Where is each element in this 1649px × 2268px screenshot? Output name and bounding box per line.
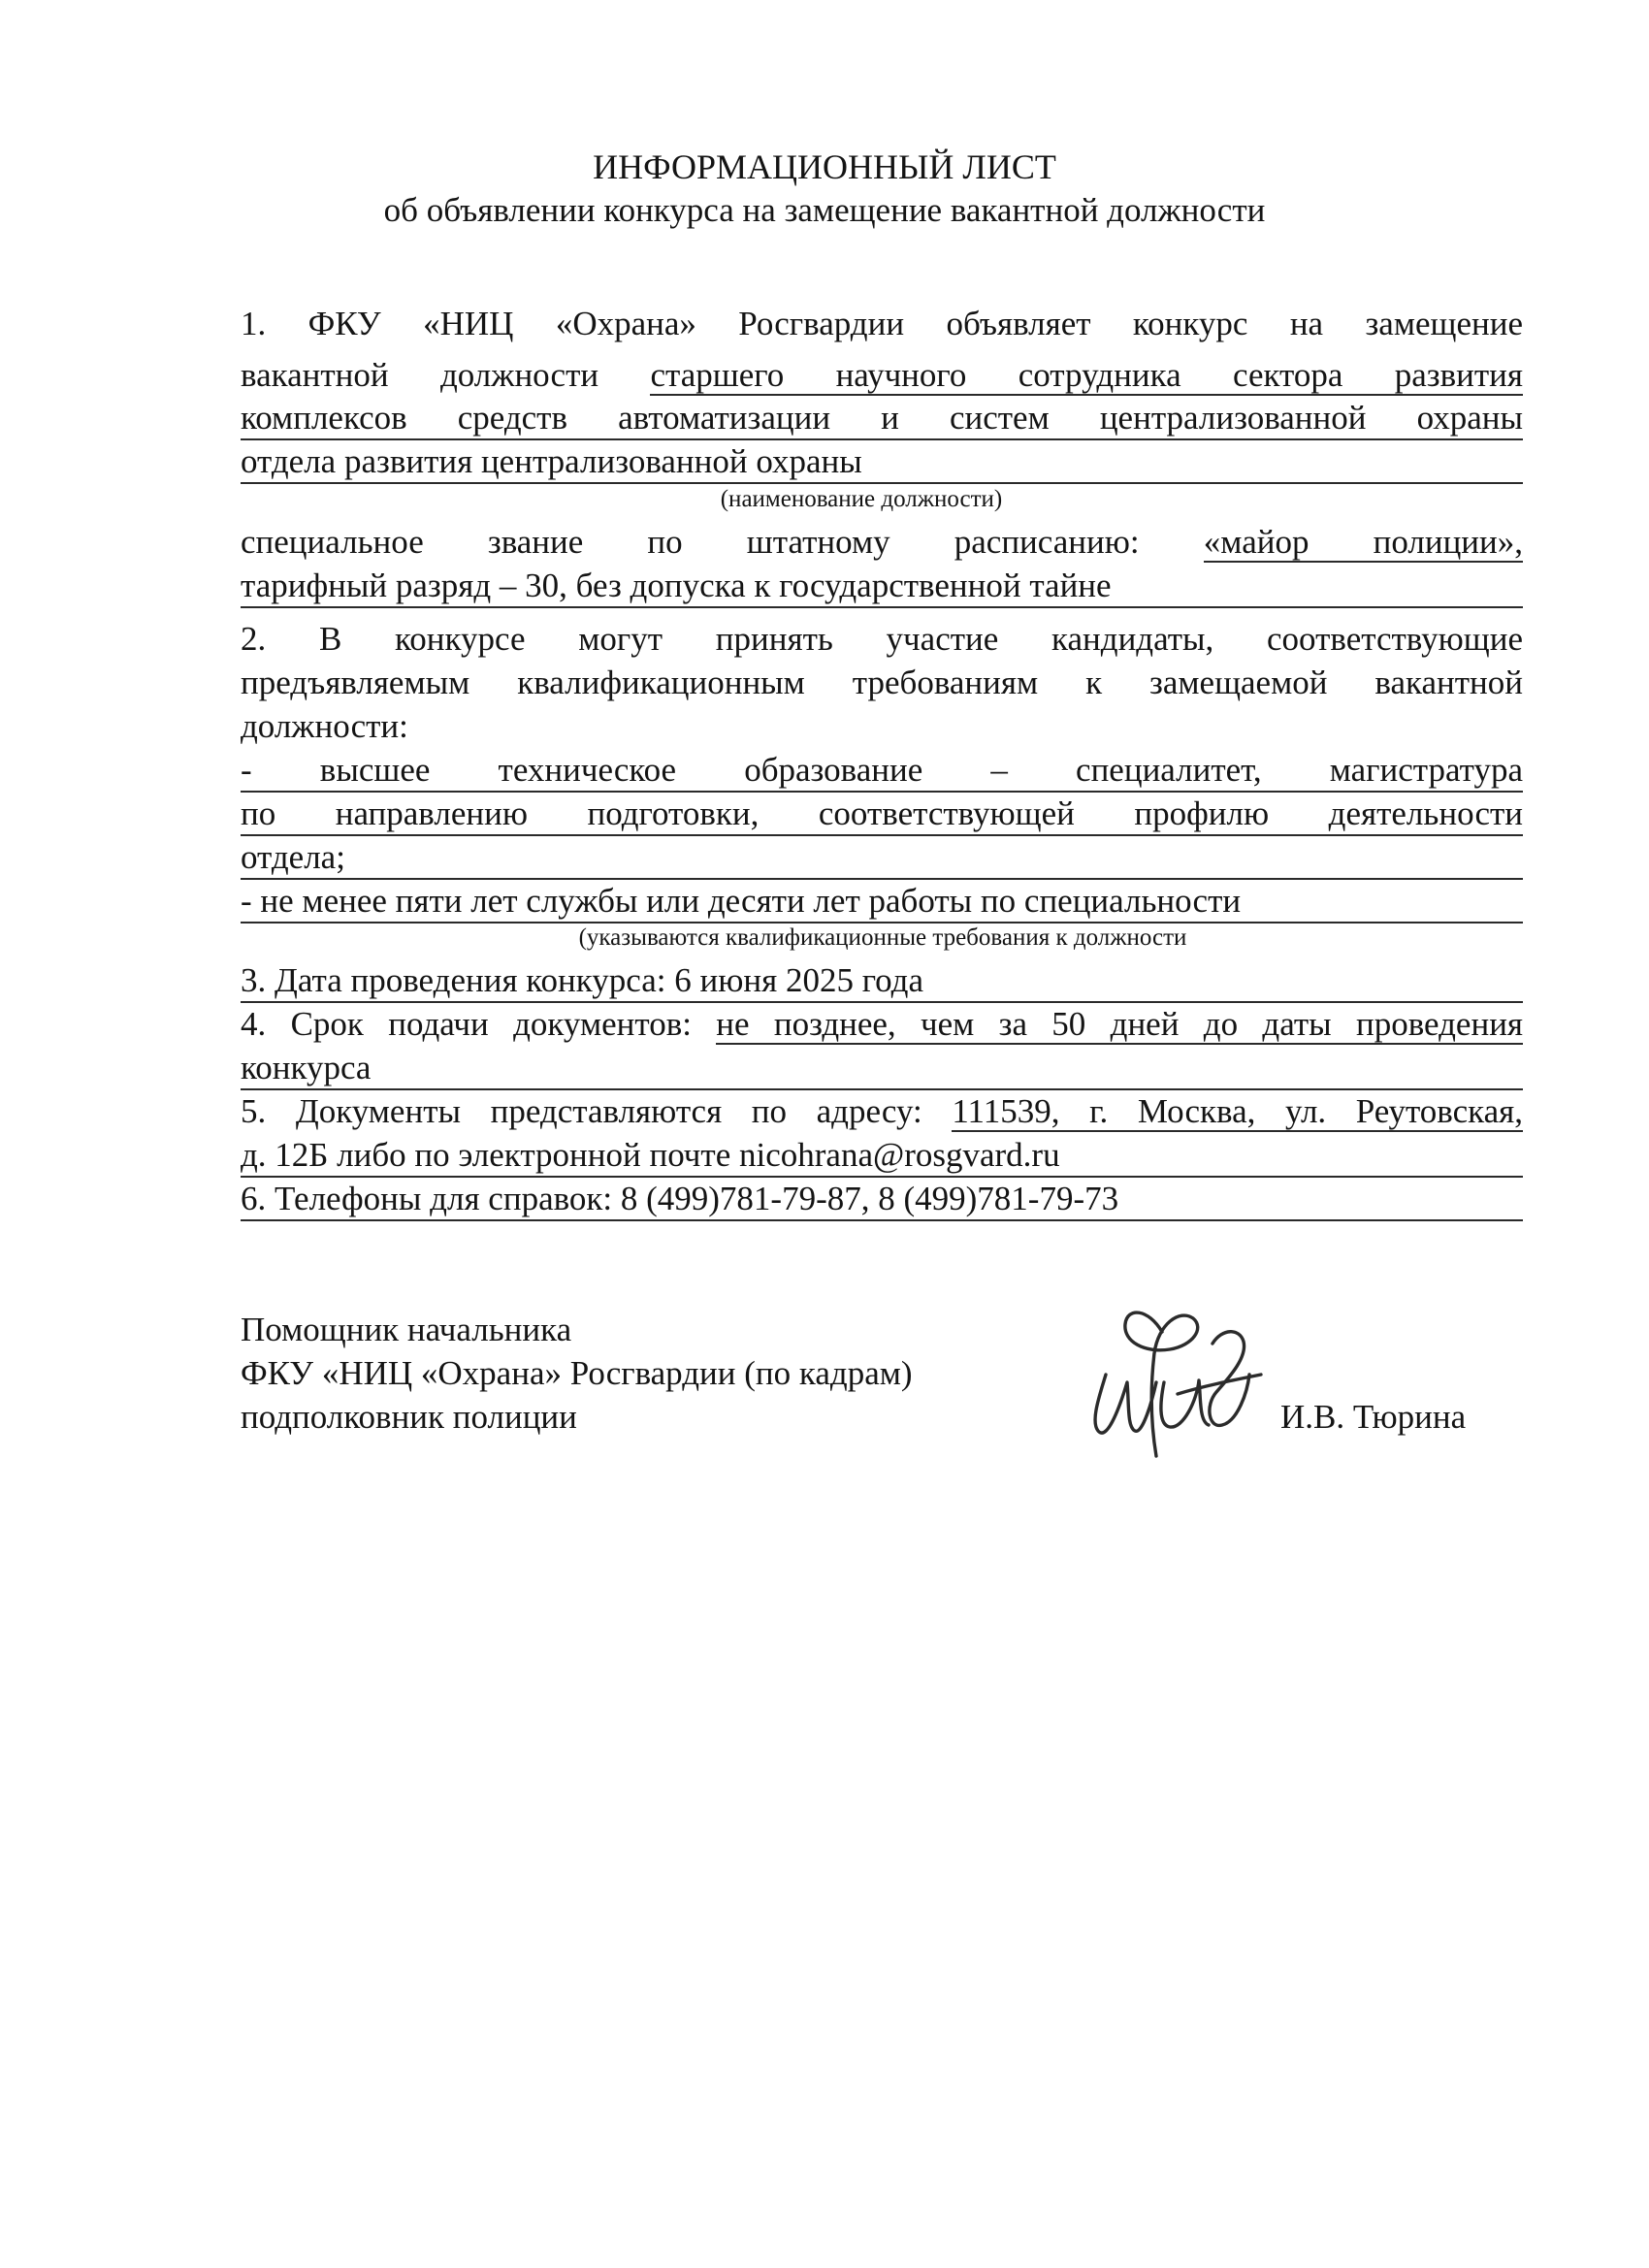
item3-label: 3. Дата проведения конкурса: [241, 961, 666, 999]
item4-label: 4. Срок подачи документов: [241, 1005, 692, 1043]
item1-line1: 1. ФКУ «НИЦ «Охрана» Росгвардии объявляет конкурс на замещение [241, 305, 1523, 342]
signer-position-line2: ФКУ «НИЦ «Охрана» Росгвардии (по кадрам) [241, 1354, 913, 1392]
item2-caption: (указываются квалификационные требования к должности [578, 924, 1187, 951]
item4-value-line2: конкурса [241, 1048, 1523, 1090]
item5-line1 [241, 1091, 1523, 1132]
item1-caption: (наименование должности) [720, 486, 1003, 512]
item5-value-line1: 111539, г. Москва, ул. Реутовская, [952, 1092, 1523, 1130]
item6-label: 6. Телефоны для справок: [241, 1180, 613, 1217]
item5-label: 5. Документы представляются по адресу: [241, 1092, 922, 1130]
item2-line3: должности: [241, 707, 408, 745]
signer-position-line3: подполковник полиции [241, 1398, 577, 1436]
item6-line [241, 1179, 1523, 1221]
handwritten-signature [1077, 1285, 1280, 1479]
item2-line1: 2. В конкурсе могут принять участие кандидаты, соответствующие [241, 620, 1523, 658]
item1-line4: отдела развития централизованной охраны [241, 441, 1523, 484]
item5-value-line2: д. 12Б либо по электронной почте nicohrana@rosgvard.ru [241, 1135, 1523, 1178]
item4-value-line1: не позднее, чем за 50 дней до даты проведения [716, 1005, 1524, 1043]
item1-position-value: старшего научного сотрудника сектора развития [650, 356, 1523, 394]
item2-req2: - не менее пяти лет службы или десяти лет работы по специальности [241, 881, 1523, 923]
item2-req1-line2: по направлению подготовки, соответствующей профилю деятельности [241, 794, 1523, 836]
item1-rank-prefix: специальное звание по штатному расписанию: [241, 523, 1140, 561]
item3-line [241, 960, 1523, 1003]
item2-req1-line1: - высшее техническое образование – специалитет, магистратура [241, 750, 1523, 793]
document-subtitle: об объявлении конкурса на замещение вакантной должности [383, 191, 1266, 229]
item3-value: 6 июня 2025 года [674, 961, 924, 999]
signer-position-line1: Помощник начальника [241, 1311, 572, 1348]
item2-req1-line3: отдела; [241, 837, 1523, 880]
item1-rank-line2: тарифный разряд – 30, без допуска к государственной тайне [241, 566, 1523, 608]
document-title: ИНФОРМАЦИОННЫЙ ЛИСТ [593, 147, 1056, 186]
item4-line1 [241, 1004, 1523, 1045]
item1-line2 [241, 355, 1523, 396]
item1-rank-line [241, 522, 1523, 563]
item6-value: 8 (499)781-79-87, 8 (499)781-79-73 [620, 1180, 1119, 1217]
item2-line2: предъявляемым квалификационным требованиям к замещаемой вакантной [241, 664, 1523, 701]
item1-line3: комплексов средств автоматизации и систем централизованной охраны [241, 398, 1523, 440]
signer-name: И.В. Тюрина [1280, 1398, 1467, 1436]
item1-rank-value: «майор полиции», [1203, 523, 1524, 561]
item1-line2-prefix: вакантной должности [241, 356, 599, 394]
